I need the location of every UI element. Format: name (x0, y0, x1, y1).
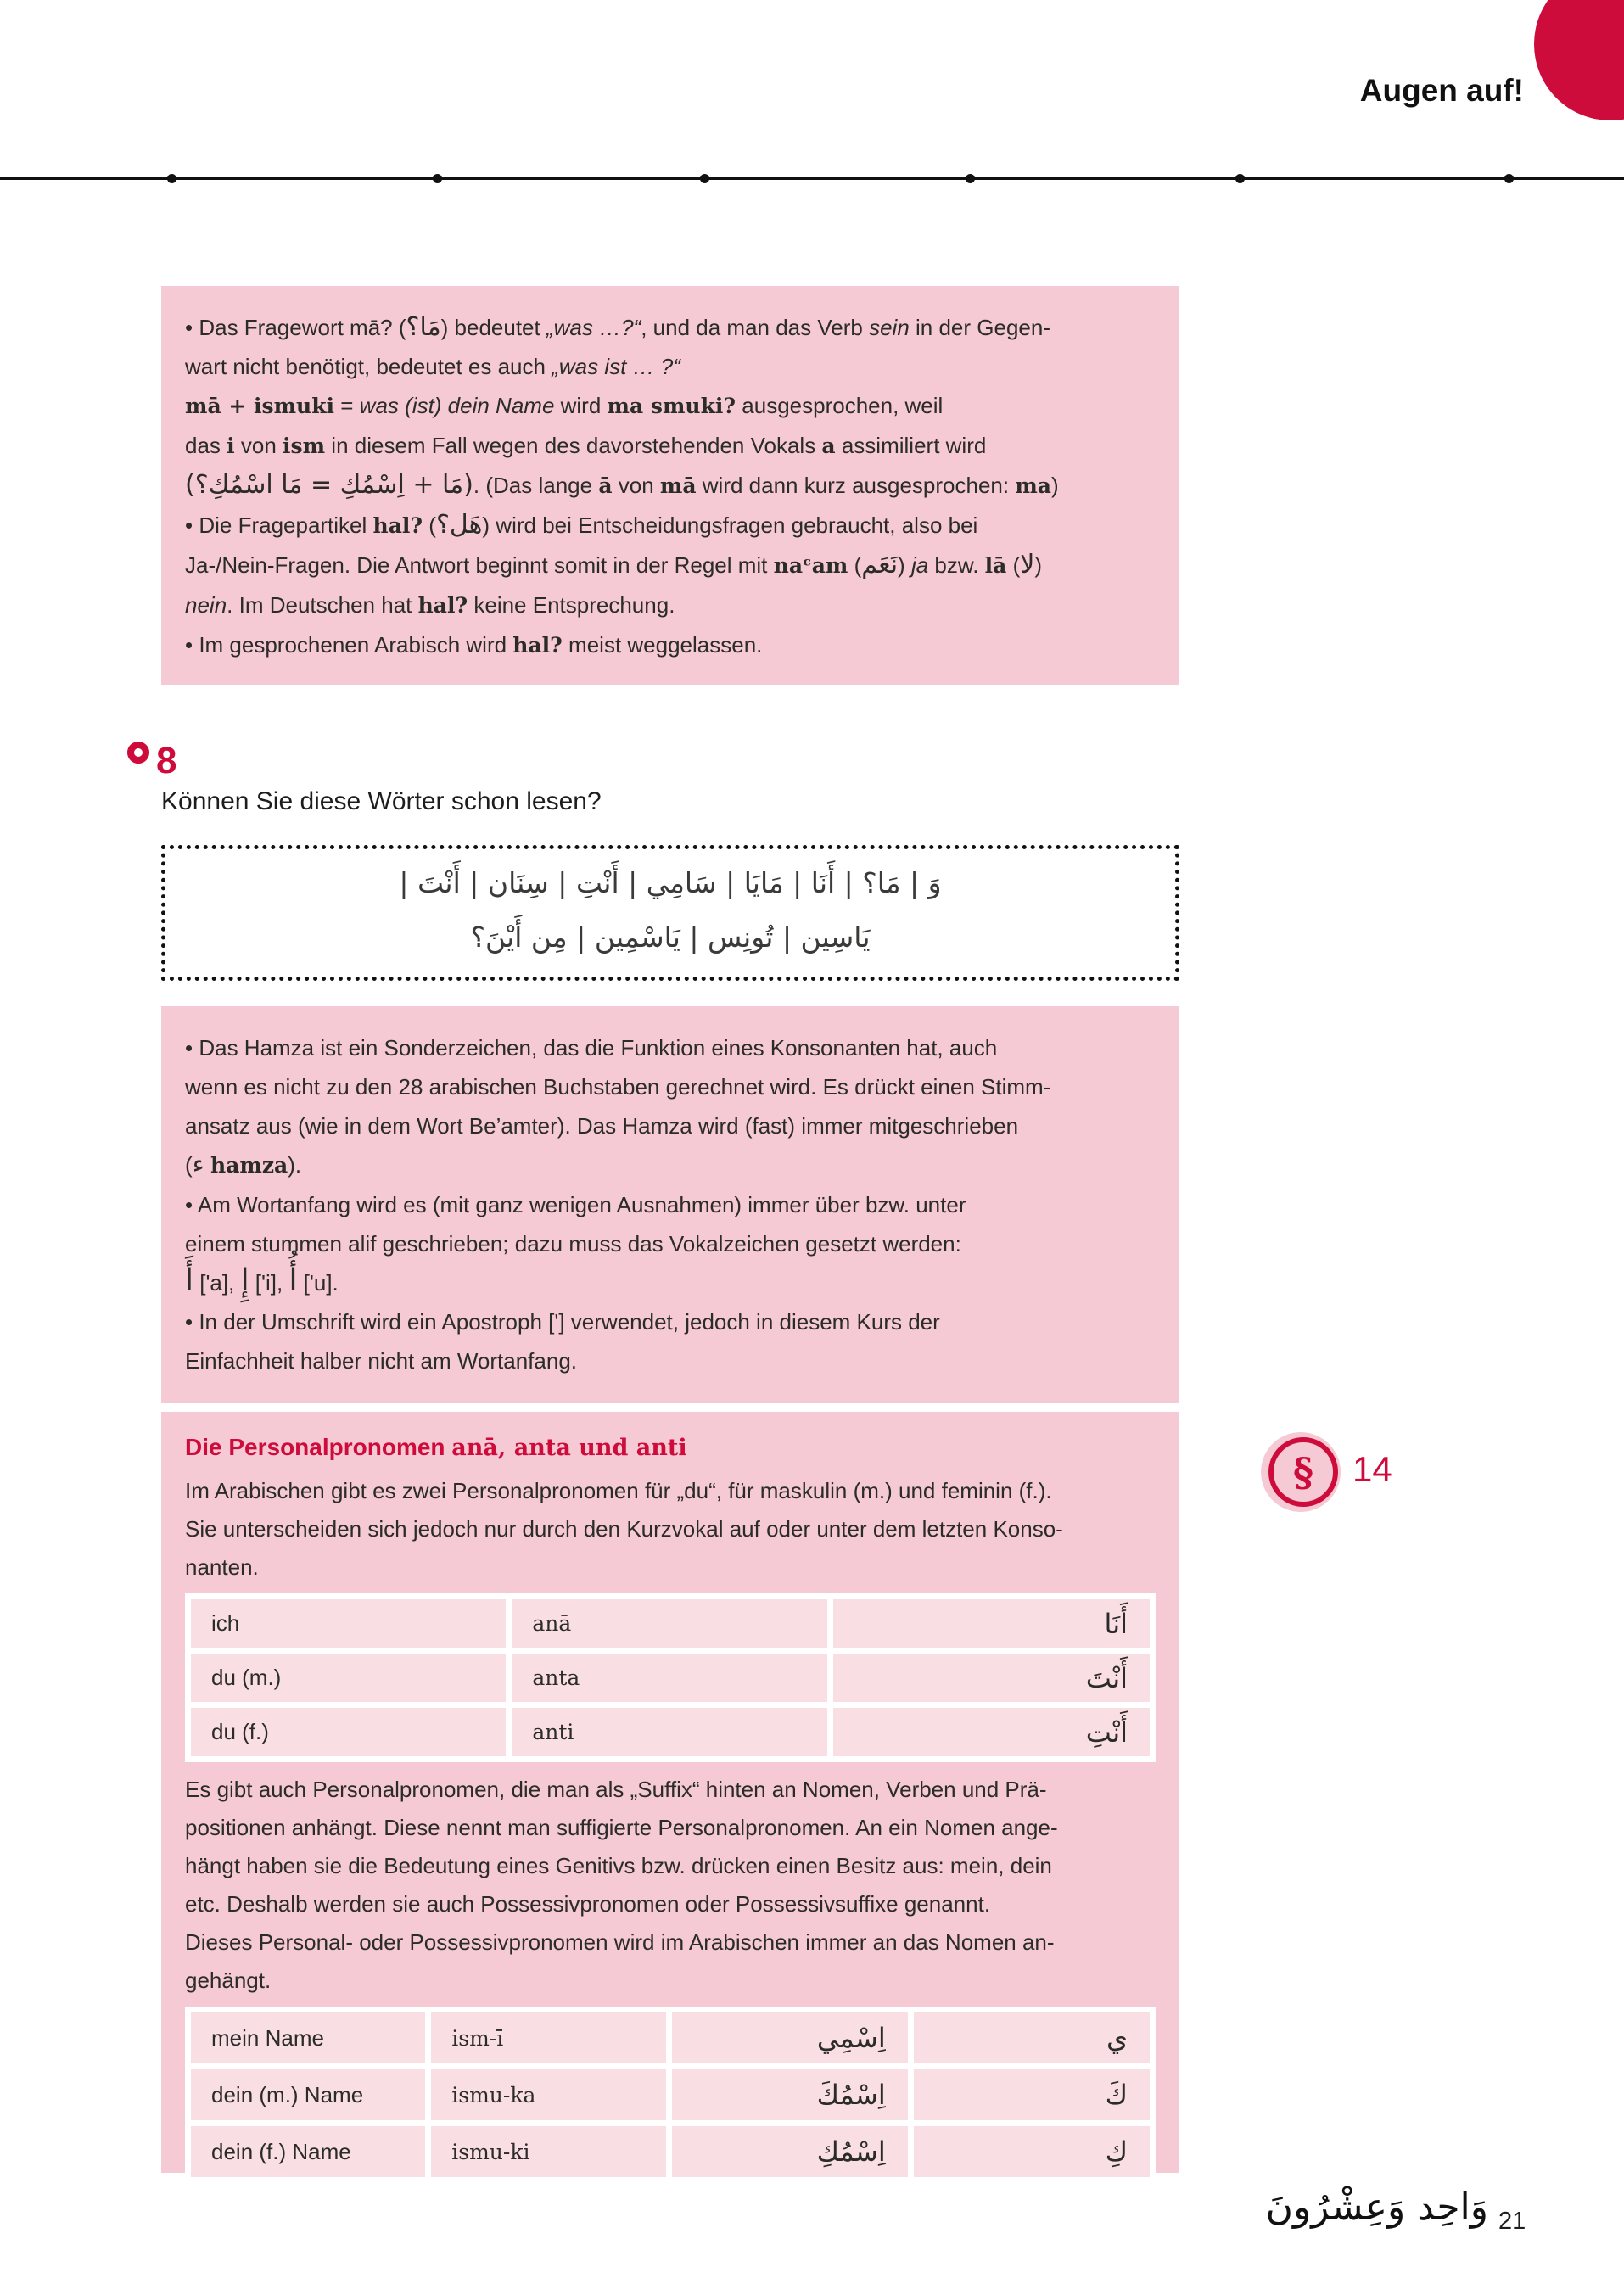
info-box-hamza (161, 1006, 1179, 1403)
header-rule (0, 177, 1624, 180)
text-segment: ( (1006, 552, 1021, 578)
arabic-inline-text: لا (1020, 550, 1035, 579)
arabic-inline-text: مَا؟ (406, 312, 441, 342)
text-segment: hal? (512, 633, 563, 658)
text-segment: i (227, 434, 235, 458)
text-segment: • Die Fragepartikel (185, 512, 373, 538)
text-line (185, 1106, 1156, 1145)
text-line (185, 1263, 1156, 1302)
text-segment: • Am Wortanfang wird es (mit ganz wenigen Ausnahmen) immer über bzw. unter (185, 1192, 966, 1217)
text-segment: von (234, 433, 283, 458)
grammar-box-personalpronomen (161, 1412, 1179, 2173)
text-segment: gehängt. (185, 1968, 272, 1993)
text-segment (204, 1152, 210, 1178)
text-segment: hal? (372, 513, 423, 538)
rule-dot (167, 174, 176, 183)
audio-track-icon (127, 742, 149, 764)
text-segment: bzw. (928, 552, 985, 578)
text-segment: ) wird bei Entscheidungsfragen gebraucht, also bei (482, 512, 978, 538)
paragraph-icon (1268, 1437, 1338, 1507)
table-cell: أَنْتَ (833, 1654, 1150, 1702)
pronoun-intro-paragraph (185, 1472, 1156, 1587)
text-segment: nanten. (185, 1554, 259, 1580)
text-segment: ). (288, 1152, 302, 1178)
text-segment: wird (554, 393, 608, 418)
arabic-inline-text: نَعَم (861, 550, 899, 579)
table-cell: dein (f.) Name (191, 2126, 425, 2177)
text-line (185, 1809, 1156, 1847)
text-segment: etc. Deshalb werden sie auch Possessivpronomen oder Possessivsuffixe genannt. (185, 1891, 991, 1917)
table-row (191, 2126, 1150, 2177)
footer-page-number: 21 (1498, 2208, 1526, 2235)
text-segment: nein (185, 592, 227, 618)
table-cell: anta (512, 1654, 826, 1702)
rule-dot (700, 174, 709, 183)
paragraph-reference-number: 14 (1352, 1449, 1392, 1489)
arabic-inline-text: أُ (288, 1263, 298, 1298)
page-title: Augen auf! (1359, 73, 1524, 108)
rule-dot (433, 174, 442, 183)
table-cell: ismu-ki (431, 2126, 665, 2177)
text-segment: ) bedeutet (440, 315, 546, 340)
text-segment: ( (423, 512, 436, 538)
text-segment: hal? (417, 593, 468, 618)
table-cell: du (f.) (191, 1708, 506, 1756)
text-line (185, 1510, 1156, 1548)
text-segment: • Das Fragewort mā? ( (185, 315, 406, 340)
text-line (185, 625, 1156, 665)
text-line (185, 1472, 1156, 1510)
info-box-fragewort (161, 286, 1179, 685)
text-line (185, 585, 1156, 625)
text-segment: ) (1034, 552, 1043, 578)
text-segment: assimiliert wird (835, 433, 987, 458)
arabic-words-line-2: يَاسِين | تُونِس | يَاسْمِين | مِن أَيْنَ؟ (470, 921, 871, 954)
text-segment: ā (598, 473, 613, 498)
text-segment: = (334, 393, 360, 418)
rule-dot (1235, 174, 1245, 183)
text-line (185, 1341, 1156, 1380)
text-segment: mā + ismuki (185, 394, 335, 418)
text-segment: anā, anta und anti (451, 1435, 687, 1461)
table-cell: ism-ī (431, 2012, 665, 2063)
text-segment: was (ist) dein Name (359, 393, 555, 418)
arabic-inline-text: ء (192, 1150, 204, 1179)
table-cell: ismu-ka (431, 2069, 665, 2120)
text-segment: „was ist … ?“ (552, 354, 680, 379)
text-line (185, 506, 1156, 546)
text-segment: Ja-/Nein-Fragen. Die Antwort beginnt somit in der Regel mit (185, 552, 774, 578)
text-segment: ['a], (193, 1270, 241, 1296)
table-row (191, 1654, 1150, 1702)
text-segment: ( (848, 552, 862, 578)
text-line (185, 308, 1156, 347)
text-segment: hamza (210, 1153, 288, 1178)
text-segment: . Im Deutschen hat (227, 592, 418, 618)
table-cell: anā (512, 1599, 826, 1648)
text-segment: naᶜam (773, 553, 848, 578)
text-segment: „was …?“ (546, 315, 641, 340)
text-segment: ( (185, 1152, 193, 1178)
text-segment: ausgesprochen, weil (736, 393, 944, 418)
pronoun-table (185, 1593, 1156, 1762)
text-segment: ['u]. (297, 1270, 339, 1296)
text-segment: von (612, 473, 660, 498)
text-line (185, 1885, 1156, 1923)
text-segment: positionen anhängt. Diese nennt man suffigierte Personalpronomen. An ein Nomen ange- (185, 1815, 1058, 1840)
text-line (185, 1028, 1156, 1067)
text-segment: sein (869, 315, 910, 340)
text-segment: mā (659, 473, 697, 498)
text-segment: ma smuki? (607, 394, 736, 418)
text-segment: ansatz aus (wie in dem Wort Be’amter). Das Hamza wird (fast) immer mitgeschrieben (185, 1113, 1019, 1139)
text-line (185, 1962, 1156, 2000)
text-line (185, 386, 1156, 426)
table-cell: mein Name (191, 2012, 425, 2063)
arabic-inline-text: إِ (240, 1263, 249, 1298)
text-segment: • Im gesprochenen Arabisch wird (185, 632, 513, 658)
text-segment: Einfachheit halber nicht am Wortanfang. (185, 1348, 578, 1374)
table-cell: كَ (914, 2069, 1150, 2120)
table-cell: dein (m.) Name (191, 2069, 425, 2120)
arabic-words-line-1: وَ | مَا؟ | أَنَا | مَايَا | سَامِي | أَنْتِ | سِنَان | أَنْتَ | (399, 866, 942, 899)
table-row (191, 1599, 1150, 1648)
text-line (185, 1847, 1156, 1885)
text-segment: ) (898, 552, 911, 578)
exercise-number: 8 (156, 740, 177, 781)
text-segment: Dieses Personal- oder Possessivpronomen wird im Arabischen immer an das Nomen an- (185, 1929, 1055, 1955)
corner-decoration-circle (1534, 0, 1624, 120)
text-line (185, 1771, 1156, 1809)
suffix-paragraph (185, 1771, 1156, 2000)
footer-arabic-page-name: وَاحِد وَعِشْرُونَ (1265, 2186, 1488, 2229)
text-line (185, 1067, 1156, 1106)
text-segment: Im Arabischen gibt es zwei Personalpronomen für „du“, für maskulin (m.) und feminin (f.). (185, 1478, 1052, 1503)
table-row (191, 1708, 1150, 1756)
text-segment: ma (1015, 473, 1051, 498)
text-line (185, 1923, 1156, 1962)
table-row (191, 2069, 1150, 2120)
text-segment: ['i], (249, 1270, 289, 1296)
text-segment: wird dann kurz ausgesprochen: (696, 473, 1016, 498)
text-line (185, 1548, 1156, 1587)
text-segment: das (185, 433, 227, 458)
table-row (191, 2012, 1150, 2063)
text-segment: Die Personalpronomen (185, 1434, 452, 1460)
rule-dot (1504, 174, 1514, 183)
text-line (185, 546, 1156, 585)
text-segment: ja (910, 552, 929, 578)
table-cell: كِ (914, 2126, 1150, 2177)
arabic-inline-text: (مَا + اِسْمُكِ = مَا اسْمُكِ؟) (185, 470, 473, 500)
table-cell: اِسْمِي (672, 2012, 908, 2063)
grammar-box-title (185, 1430, 1156, 1465)
text-segment: einem stummen alif geschrieben; dazu muss das Vokalzeichen gesetzt werden: (185, 1231, 961, 1257)
text-segment: wart nicht benötigt, bedeutet es auch (185, 354, 552, 379)
exercise-question: Können Sie diese Wörter schon lesen? (161, 787, 602, 815)
exercise-words-box (161, 845, 1179, 981)
arabic-inline-text: هَل؟ (435, 510, 483, 540)
table-cell: ich (191, 1599, 506, 1648)
text-segment: ) (1050, 473, 1059, 498)
text-segment: meist weggelassen. (562, 632, 763, 658)
text-segment: a (821, 434, 836, 458)
table-cell: ي (914, 2012, 1150, 2063)
arabic-inline-text: أَ (185, 1263, 194, 1298)
text-line (185, 426, 1156, 466)
text-segment: keine Entsprechung. (468, 592, 675, 618)
text-segment: ism (283, 434, 326, 458)
text-segment: hängt haben sie die Bedeutung eines Genitivs bzw. drücken einen Besitz aus: mein, dein (185, 1853, 1052, 1878)
suffix-table (185, 2007, 1156, 2183)
text-segment: in diesem Fall wegen des davorstehenden Vokals (325, 433, 822, 458)
text-line (185, 347, 1156, 386)
text-segment: lā (984, 553, 1007, 578)
table-cell: أَنْتِ (833, 1708, 1150, 1756)
rule-dot (966, 174, 975, 183)
text-segment: , und da man das Verb (641, 315, 870, 340)
text-segment: in der Gegen- (909, 315, 1050, 340)
text-segment: • Das Hamza ist ein Sonderzeichen, das die Funktion eines Konsonanten hat, auch (185, 1035, 998, 1061)
text-segment: Sie unterscheiden sich jedoch nur durch den Kurzvokal auf oder unter dem letzten Konso- (185, 1516, 1063, 1542)
text-line (185, 466, 1156, 506)
table-cell: اِسْمُكَ (672, 2069, 908, 2120)
text-segment: • In der Umschrift wird ein Apostroph ['] verwendet, jedoch in diesem Kurs der (185, 1309, 940, 1335)
table-cell: اِسْمُكِ (672, 2126, 908, 2177)
text-line (185, 1224, 1156, 1263)
text-line (185, 1185, 1156, 1224)
text-line (185, 1145, 1156, 1185)
text-segment: Es gibt auch Personalpronomen, die man als „Suffix“ hinten an Nomen, Verben und Prä- (185, 1777, 1047, 1802)
table-cell: du (m.) (191, 1654, 506, 1702)
text-line (185, 1302, 1156, 1341)
table-cell: anti (512, 1708, 826, 1756)
text-segment: wenn es nicht zu den 28 arabischen Buchstaben gerechnet wird. Es drückt einen Stimm- (185, 1074, 1051, 1100)
table-cell: أَنَا (833, 1599, 1150, 1648)
text-segment: . (Das lange (473, 473, 599, 498)
paragraph-symbol: § (1292, 1449, 1314, 1495)
